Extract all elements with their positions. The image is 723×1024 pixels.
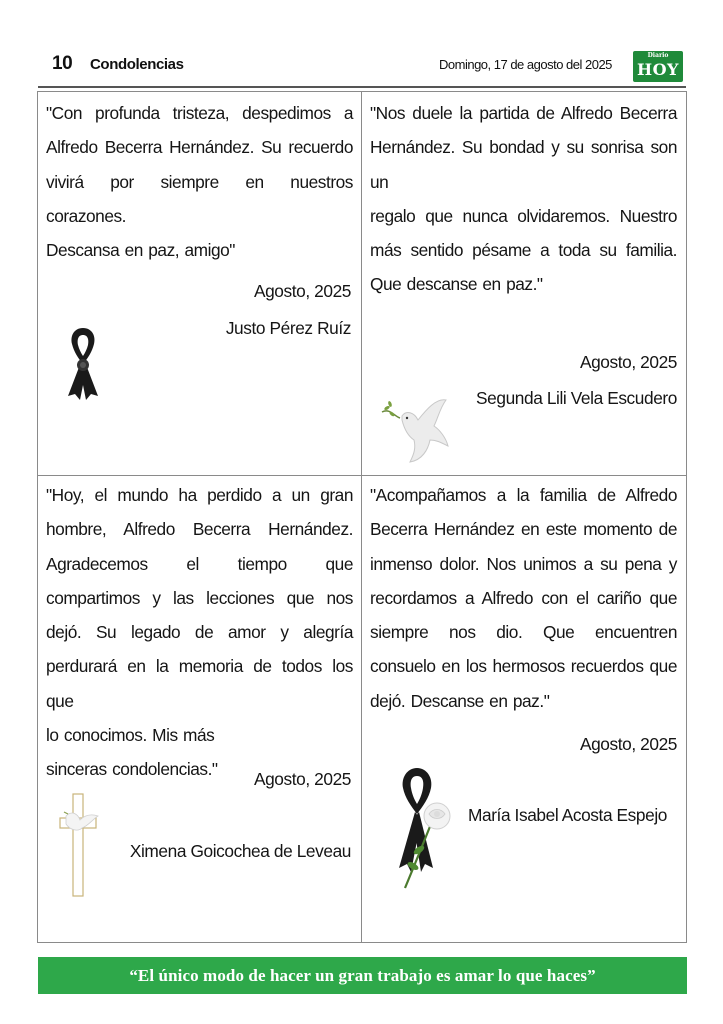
- message-line: perdurará en la memoria de todos los que: [46, 656, 353, 711]
- message-line: regalo que nunca olvidaremos. Nuestro: [370, 205, 677, 226]
- message-line: "Hoy, el mundo ha perdido a un gran: [46, 485, 353, 505]
- message-line: dejó. Descanse en paz.": [370, 690, 550, 711]
- message-line: Que descanse en paz.": [370, 274, 543, 295]
- condolence-message-1: [46, 96, 353, 267]
- message-line: recordamos a Alfredo con el cariño que: [370, 587, 677, 608]
- dove-icon: [380, 390, 452, 464]
- newspaper-logo: [633, 51, 683, 82]
- message-line: consuelo en los hermosos recuerdos que: [370, 656, 677, 677]
- page-header: [38, 50, 684, 86]
- message-signature: Justo Pérez Ruíz: [225, 318, 351, 338]
- footer-quote-banner: [38, 957, 687, 994]
- message-line: compartimos y las lecciones que nos: [46, 587, 353, 608]
- black-ribbon-icon: [62, 322, 104, 402]
- condolence-message-4: [370, 478, 677, 718]
- grid-horizontal-divider: [37, 475, 687, 476]
- message-line: vivirá por siempre en nuestros corazones.: [46, 171, 353, 226]
- message-line: Becerra Hernández en este momento de: [370, 519, 677, 540]
- message-line: "Acompañamos a la familia de Alfredo: [370, 485, 677, 505]
- message-line: Alfredo Becerra Hernández. Su recuerdo: [46, 137, 353, 158]
- logo-big-text: HOY: [637, 60, 679, 79]
- message-line: Hernández. Su bondad y su sonrisa son un: [370, 137, 677, 192]
- message-date: Agosto, 2025: [253, 281, 351, 301]
- message-line: dejó. Su legado de amor y alegría: [46, 622, 353, 643]
- message-date: Agosto, 2025: [579, 352, 677, 372]
- message-signature: María Isabel Acosta Espejo: [467, 805, 667, 825]
- grid-vertical-divider: [361, 91, 362, 943]
- message-line: siempre nos dio. Que encuentren: [370, 622, 677, 643]
- footer-quote: “El único modo de hacer un gran trabajo es amar lo que haces”: [129, 966, 596, 985]
- condolence-message-2: [370, 96, 677, 302]
- ribbon-with-rose-icon: [393, 764, 455, 892]
- message-line: más sentido pésame a toda su familia.: [370, 240, 677, 261]
- cross-with-dove-icon: [56, 792, 100, 898]
- message-signature: Segunda Lili Vela Escudero: [476, 388, 677, 408]
- message-line: sinceras condolencias.": [46, 759, 218, 780]
- message-line: Agradecemos el tiempo que: [46, 553, 353, 574]
- message-line: inmenso dolor. Nos unimos a su pena y: [370, 553, 677, 574]
- message-date: Agosto, 2025: [253, 769, 351, 789]
- issue-date: Domingo, 17 de agosto del 2025: [439, 57, 612, 72]
- message-line: "Con profunda tristeza, despedimos a: [46, 103, 353, 123]
- section-title: Condolencias: [90, 56, 184, 73]
- message-date: Agosto, 2025: [579, 734, 677, 754]
- message-signature: Ximena Goicochea de Leveau: [129, 841, 351, 861]
- message-line: lo conocimos. Mis más: [46, 725, 215, 746]
- page-number: 10: [52, 53, 73, 74]
- message-line: hombre, Alfredo Becerra Hernández.: [46, 519, 353, 540]
- condolence-message-3: [46, 478, 353, 787]
- message-line: "Nos duele la partida de Alfredo Becerra: [370, 103, 677, 123]
- message-line: Descansa en paz, amigo": [46, 240, 235, 261]
- logo-small-text: Diario: [647, 52, 669, 59]
- header-rule: [38, 86, 686, 88]
